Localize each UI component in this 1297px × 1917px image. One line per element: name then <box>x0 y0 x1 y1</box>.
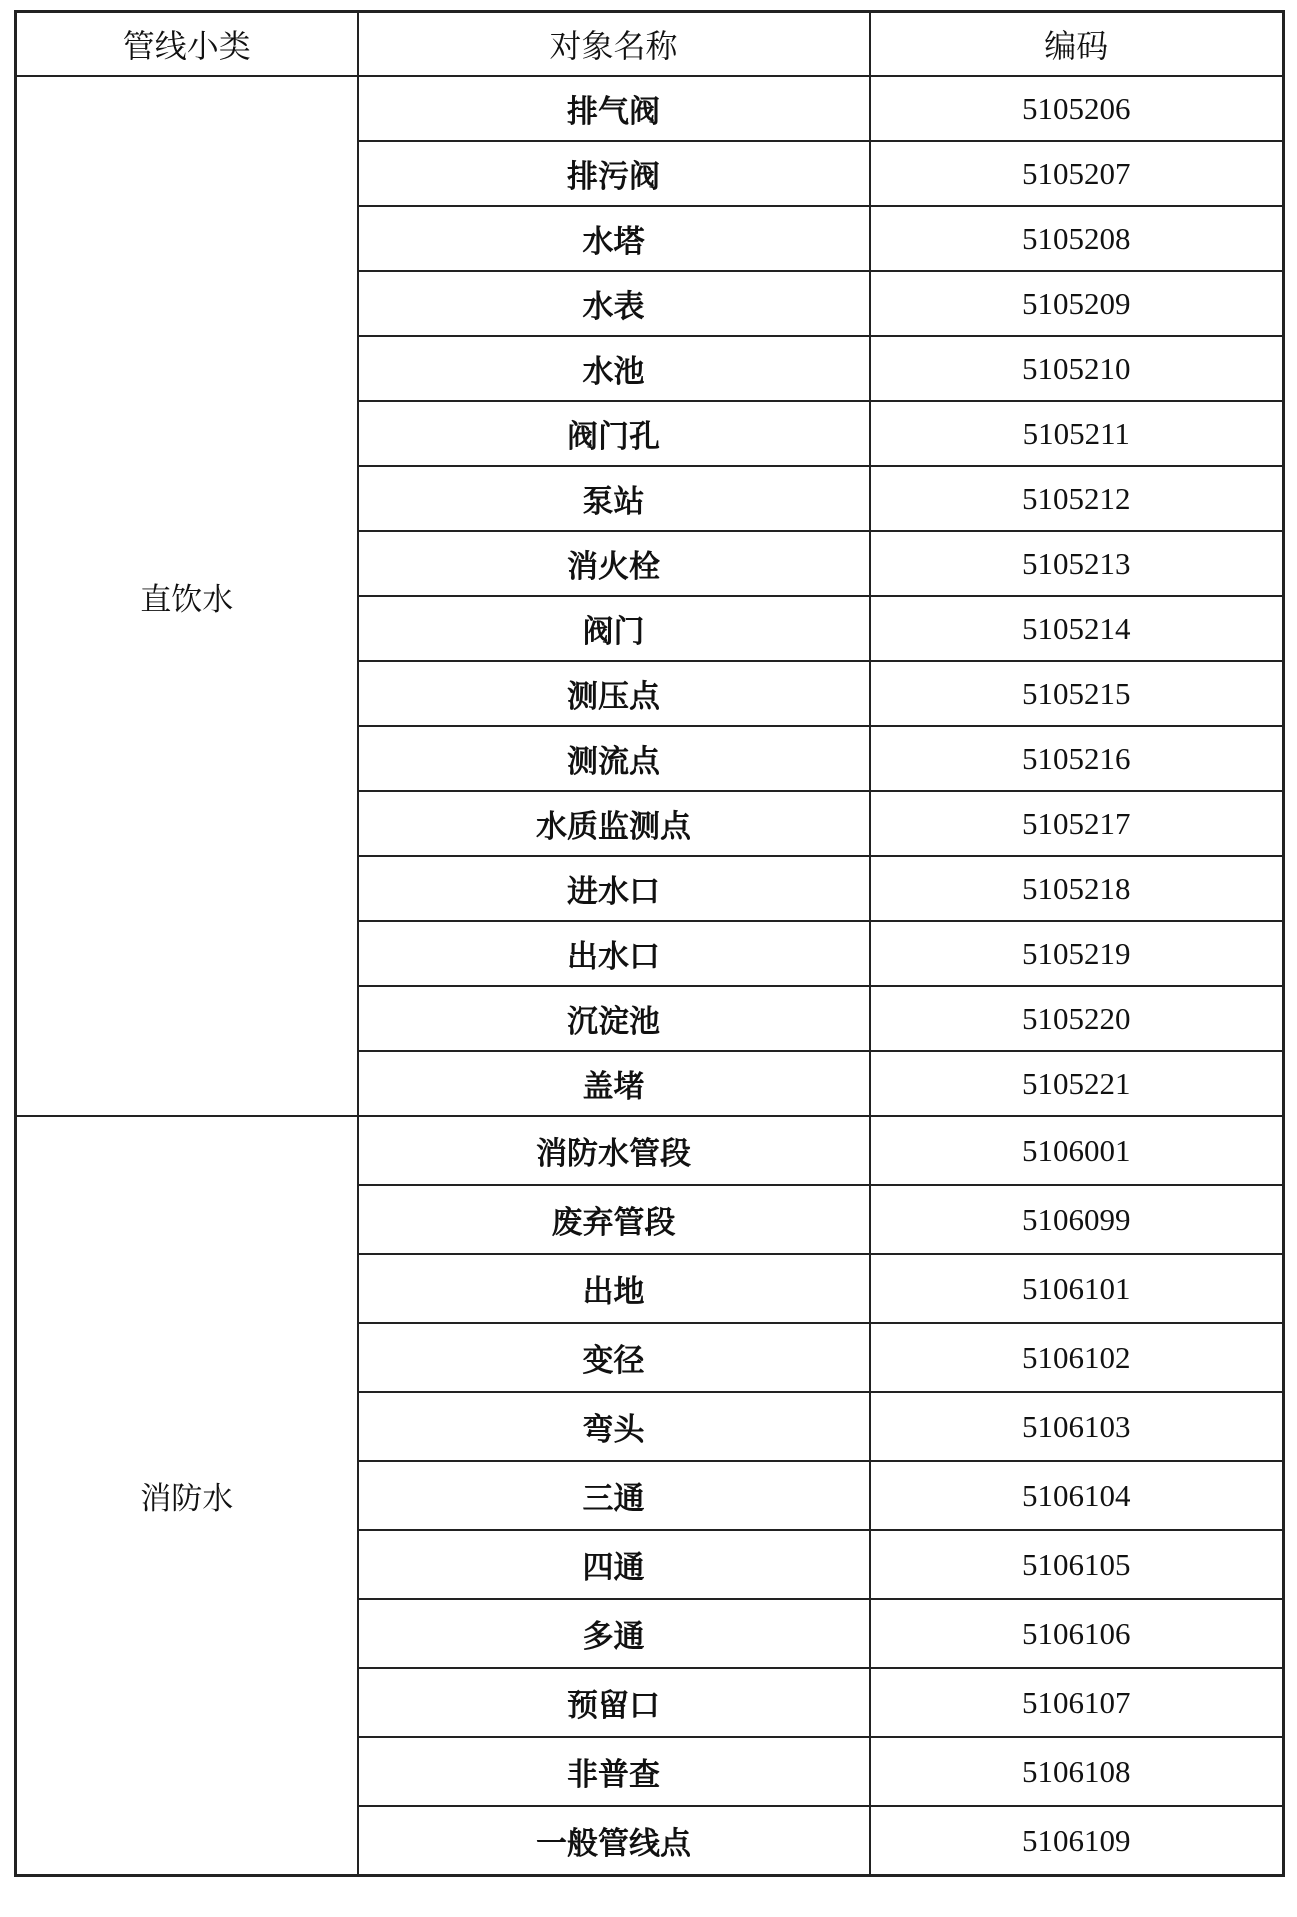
header-object-name: 对象名称 <box>358 12 870 77</box>
code-cell: 5105213 <box>870 531 1284 596</box>
code-cell: 5105218 <box>870 856 1284 921</box>
object-name-cell: 消防水管段 <box>358 1116 870 1185</box>
code-cell: 5106099 <box>870 1185 1284 1254</box>
object-name-cell: 出水口 <box>358 921 870 986</box>
object-name-cell: 一般管线点 <box>358 1806 870 1876</box>
code-cell: 5105217 <box>870 791 1284 856</box>
code-cell: 5106001 <box>870 1116 1284 1185</box>
header-category: 管线小类 <box>16 12 358 77</box>
code-cell: 5106103 <box>870 1392 1284 1461</box>
table-header <box>16 12 1284 77</box>
code-cell: 5105214 <box>870 596 1284 661</box>
code-cell: 5106104 <box>870 1461 1284 1530</box>
code-cell: 5106109 <box>870 1806 1284 1876</box>
category-cell: 消防水 <box>16 1116 358 1876</box>
code-cell: 5106105 <box>870 1530 1284 1599</box>
code-cell: 5105210 <box>870 336 1284 401</box>
category-cell: 直饮水 <box>16 76 358 1116</box>
group-fire-water <box>16 1116 1284 1876</box>
code-cell: 5105207 <box>870 141 1284 206</box>
object-name-cell: 废弃管段 <box>358 1185 870 1254</box>
code-cell: 5105206 <box>870 76 1284 141</box>
object-name-cell: 出地 <box>358 1254 870 1323</box>
object-name-cell: 阀门孔 <box>358 401 870 466</box>
code-cell: 5105219 <box>870 921 1284 986</box>
object-name-cell: 泵站 <box>358 466 870 531</box>
object-name-cell: 水表 <box>358 271 870 336</box>
header-row <box>16 12 1284 77</box>
object-name-cell: 排气阀 <box>358 76 870 141</box>
pipeline-code-table <box>14 10 1285 1877</box>
object-name-cell: 四通 <box>358 1530 870 1599</box>
code-cell: 5105212 <box>870 466 1284 531</box>
object-name-cell: 非普查 <box>358 1737 870 1806</box>
code-cell: 5105220 <box>870 986 1284 1051</box>
code-cell: 5106108 <box>870 1737 1284 1806</box>
object-name-cell: 水池 <box>358 336 870 401</box>
object-name-cell: 多通 <box>358 1599 870 1668</box>
code-cell: 5105221 <box>870 1051 1284 1116</box>
object-name-cell: 弯头 <box>358 1392 870 1461</box>
code-cell: 5105216 <box>870 726 1284 791</box>
object-name-cell: 变径 <box>358 1323 870 1392</box>
object-name-cell: 水塔 <box>358 206 870 271</box>
group-direct-drinking-water <box>16 76 1284 1116</box>
code-cell: 5106107 <box>870 1668 1284 1737</box>
code-cell: 5106101 <box>870 1254 1284 1323</box>
object-name-cell: 预留口 <box>358 1668 870 1737</box>
code-cell: 5105215 <box>870 661 1284 726</box>
object-name-cell: 测压点 <box>358 661 870 726</box>
object-name-cell: 消火栓 <box>358 531 870 596</box>
object-name-cell: 排污阀 <box>358 141 870 206</box>
table-row <box>16 76 1284 141</box>
code-cell: 5105208 <box>870 206 1284 271</box>
table-row <box>16 1116 1284 1185</box>
code-cell: 5106106 <box>870 1599 1284 1668</box>
object-name-cell: 进水口 <box>358 856 870 921</box>
object-name-cell: 沉淀池 <box>358 986 870 1051</box>
object-name-cell: 盖堵 <box>358 1051 870 1116</box>
code-cell: 5105211 <box>870 401 1284 466</box>
object-name-cell: 水质监测点 <box>358 791 870 856</box>
code-cell: 5105209 <box>870 271 1284 336</box>
code-cell: 5106102 <box>870 1323 1284 1392</box>
object-name-cell: 测流点 <box>358 726 870 791</box>
object-name-cell: 三通 <box>358 1461 870 1530</box>
header-code: 编码 <box>870 12 1284 77</box>
object-name-cell: 阀门 <box>358 596 870 661</box>
